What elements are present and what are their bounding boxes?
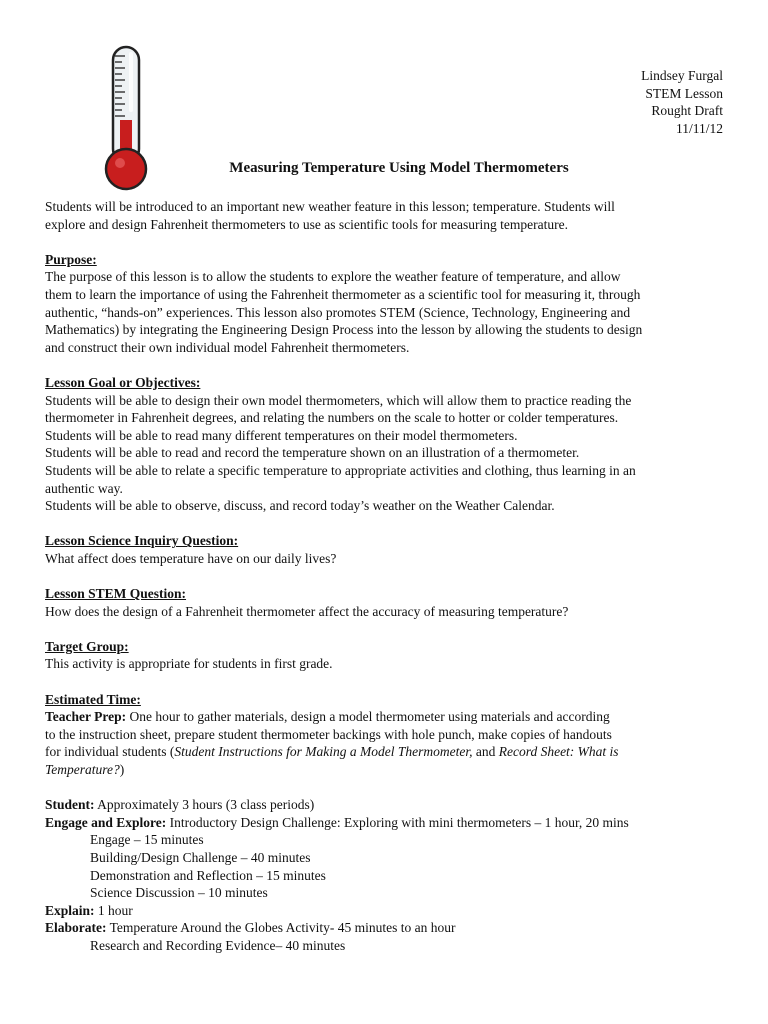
teacher-prep-line — [45, 761, 735, 779]
objective-line: Students will be able to observe, discuss, and record today’s weather on the Weather Calendar. — [45, 498, 555, 514]
engage-text: Introductory Design Challenge: Exploring with mini thermometers – 1 hour, 20 mins — [166, 814, 629, 830]
purpose-line: authentic, “hands-on” experiences. This lesson also promotes STEM (Science, Technology, Engineering and — [45, 304, 631, 320]
engage-item: Science Discussion – 10 minutes — [90, 885, 268, 901]
teacher-prep-text: One hour to gather materials, design a model thermometer using materials and according — [126, 709, 610, 725]
inquiry-text: What affect does temperature have on our daily lives? — [45, 550, 337, 566]
engage-item: Engage – 15 minutes — [90, 832, 204, 848]
objectives-heading: Lesson Goal or Objectives: — [45, 374, 201, 390]
purpose-line: The purpose of this lesson is to allow the students to explore the weather feature of temperature, and allow — [45, 269, 621, 285]
document-type: STEM Lesson — [645, 85, 723, 101]
teacher-prep-text: and — [472, 744, 499, 760]
purpose-line: Mathematics) by integrating the Engineering Design Process into the lesson by allowing the students to design — [45, 322, 643, 338]
teacher-prep-line — [45, 743, 735, 761]
objective-line: Students will be able to read many different temperatures on their model thermometers. — [45, 427, 518, 443]
objective-line: thermometer in Fahrenheit degrees, and relating the numbers on the scale to hotter or colder temperatures. — [45, 410, 619, 426]
document-body — [45, 198, 735, 955]
student-time-line — [45, 796, 735, 814]
engage-item: Building/Design Challenge – 40 minutes — [90, 849, 311, 865]
author-block — [641, 67, 723, 137]
elaborate-text: Temperature Around the Globes Activity- 45 minutes to an hour — [106, 920, 456, 936]
explain-line — [45, 902, 735, 920]
teacher-prep-line — [45, 708, 735, 726]
author-name: Lindsey Furgal — [641, 68, 723, 83]
teacher-prep-label: Teacher Prep: — [45, 709, 127, 725]
handout-title: Temperature? — [45, 762, 120, 777]
engage-line — [45, 814, 735, 832]
document-date: 11/11/12 — [676, 120, 723, 136]
objective-line: authentic way. — [45, 480, 123, 496]
handout-title: Student Instructions for Making a Model Thermometer, — [174, 744, 473, 760]
engage-label: Engage and Explore: — [45, 814, 167, 830]
elaborate-item: Research and Recording Evidence– 40 minutes — [90, 937, 346, 953]
objective-line: Students will be able to read and record the temperature shown on an illustration of a thermometer. — [45, 445, 580, 461]
student-text: Approximately 3 hours (3 class periods) — [94, 797, 315, 813]
purpose-line: and construct their own individual model Fahrenheit thermometers. — [45, 339, 410, 355]
stem-question-text: How does the design of a Fahrenheit thermometer affect the accuracy of measuring temperature? — [45, 603, 569, 619]
document-title: Measuring Temperature Using Model Thermometers — [229, 160, 569, 176]
explain-text: 1 hour — [94, 902, 133, 918]
target-group-text: This activity is appropriate for students in first grade. — [45, 656, 333, 672]
elaborate-label: Elaborate: — [45, 920, 107, 936]
target-group-heading: Target Group: — [45, 638, 129, 654]
inquiry-heading: Lesson Science Inquiry Question: — [45, 533, 239, 549]
estimated-time-heading: Estimated Time: — [45, 691, 141, 707]
purpose-heading: Purpose: — [45, 251, 97, 267]
teacher-prep-line: to the instruction sheet, prepare student thermometer backings with hole punch, make copies of handouts — [45, 726, 612, 742]
explain-label: Explain: — [45, 902, 95, 918]
teacher-prep-text: ) — [119, 762, 125, 777]
handout-title: Record Sheet: What is — [498, 744, 619, 760]
engage-item: Demonstration and Reflection – 15 minutes — [90, 867, 326, 883]
student-label: Student: — [45, 797, 95, 813]
objective-line: Students will be able to relate a specific temperature to appropriate activities and clothing, thus learning in an — [45, 462, 636, 478]
draft-status: Rought Draft — [651, 103, 723, 118]
intro-line: Students will be introduced to an important new weather feature in this lesson; temperature. Students will — [45, 199, 615, 214]
teacher-prep-text: for individual students ( — [45, 744, 175, 760]
stem-question-heading: Lesson STEM Question: — [45, 586, 187, 602]
intro-line: explore and design Fahrenheit thermometers to use as scientific tools for measuring temperature. — [45, 216, 568, 232]
elaborate-line — [45, 919, 735, 937]
purpose-line: them to learn the importance of using the Fahrenheit thermometer as a scientific tool for measuring it, through — [45, 286, 641, 302]
objective-line: Students will be able to design their own model thermometers, which will allow them to practice reading the — [45, 392, 632, 408]
